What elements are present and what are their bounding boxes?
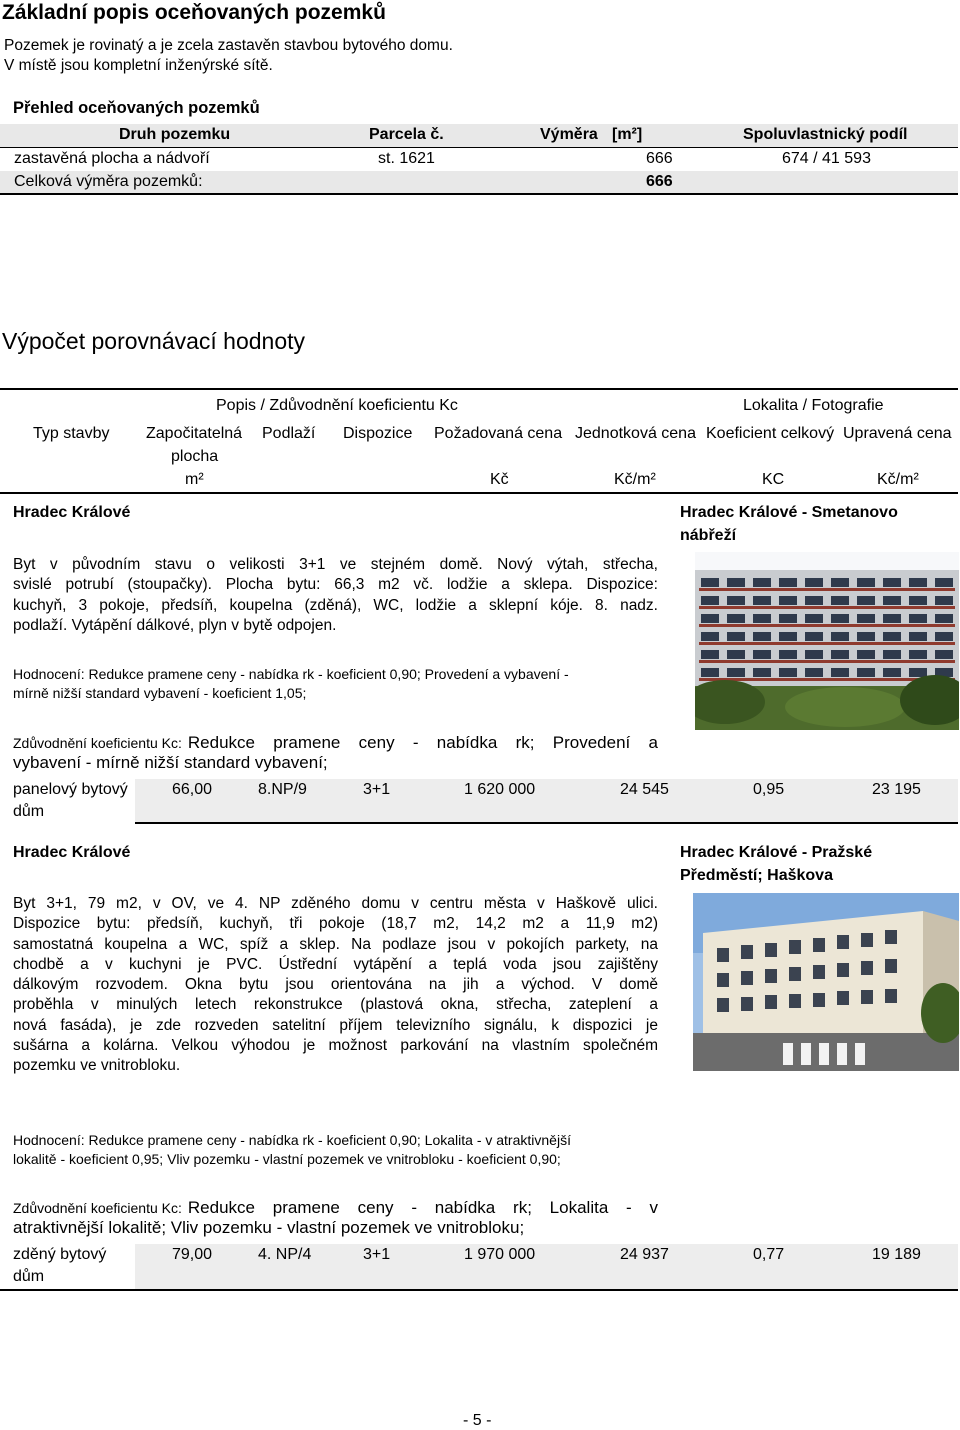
- description-line: svislé potrubí (stoupačky). Plocha bytu: 66,3 m2 vč. lodžie a sklepa. Dispozice:: [13, 576, 658, 594]
- description-line: podlaží. Vytápění dálkové, plyn v bytě odpojen.: [13, 616, 337, 634]
- reason-line-1: Redukce pramene ceny - nabídka rk; Lokalita - v: [187, 1198, 658, 1217]
- col-parcel: Parcela č.: [369, 126, 444, 143]
- unit-unit-price: Kč/m²: [614, 471, 656, 488]
- unit-adjusted-price: Kč/m²: [877, 471, 919, 488]
- row-floor: 8.NP/9: [258, 781, 307, 798]
- entry-reason: [13, 733, 658, 773]
- col-share: Spoluvlastnický podíl: [743, 126, 908, 143]
- description-line: sušárna a kolárna. Velkou výhodou je možnost parkování na vlastním společném: [13, 1037, 658, 1055]
- description-line: dálkovým rozvodem. Okna bytu jsou orientována na jih a východ. V domě: [13, 976, 658, 994]
- row-area: 79,00: [172, 1246, 213, 1263]
- row-floor: 4. NP/4: [258, 1246, 312, 1263]
- row-coefficient: 0,95: [753, 781, 785, 798]
- intro-line-1: Pozemek je rovinatý a je zcela zastavěn stavbou bytového domu.: [4, 37, 453, 54]
- section-title: Základní popis oceňovaných pozemků: [2, 1, 386, 24]
- entry-rating-line-2: lokalitě - koeficient 0,95; Vliv pozemku - vlastní pozemek ve vnitrobloku - koeficient 0,90;: [13, 1151, 561, 1167]
- page-number: - 5 -: [463, 1412, 492, 1429]
- description-line: Byt 3+1, 79 m2, v OV, ve 4. NP zděného domu v centru města v Haškově ulici.: [13, 895, 658, 912]
- entry-location-line-2: nábřeží: [680, 527, 737, 544]
- description-line: Dispozice bytu: předsíň, kuchyň, tři pokoje (18,7 m2, 14,2 m2 a 11,9 m2): [13, 915, 658, 933]
- unit-price: Kč: [490, 471, 509, 488]
- reason-line-2: atraktivnější lokalitě; Vliv pozemku - vlastní pozemek ve vnitrobloku;: [13, 1218, 525, 1237]
- land-overview-title: Přehled oceňovaných pozemků: [13, 99, 260, 117]
- entry-rating-line-2: mírně nižší standard vybavení - koeficient 1,05;: [13, 685, 307, 701]
- row-layout: 3+1: [363, 781, 391, 798]
- row-layout: 3+1: [363, 1246, 391, 1263]
- col-building-type: Typ stavby: [33, 425, 110, 442]
- unit-area: m²: [185, 471, 204, 488]
- row-area: 66,00: [172, 781, 213, 798]
- col-unit-price: Jednotková cena: [575, 425, 696, 442]
- col-layout: Dispozice: [343, 425, 413, 442]
- description-line: samostatná koupelna a WC, spíž a sklep. Na podlaze jsou v pokojích parkety, na: [13, 935, 658, 953]
- intro-line-2: V místě jsou kompletní inženýrské sítě.: [4, 57, 273, 74]
- row-unit-price: 24 937: [620, 1246, 669, 1263]
- photo-panel-building-image: [695, 552, 959, 730]
- row-type-line-2: dům: [13, 803, 45, 820]
- row-price: 1 970 000: [464, 1246, 536, 1263]
- land-row-share: 674 / 41 593: [782, 150, 871, 167]
- entry-description: [13, 555, 658, 636]
- photo-brick-building-image: [693, 893, 959, 1071]
- land-row-parcel: st. 1621: [378, 150, 435, 167]
- entry-city: Hradec Králové: [13, 844, 131, 861]
- land-total-value: 666: [646, 173, 673, 190]
- entry-rating-line-1: Hodnocení: Redukce pramene ceny - nabídka rk - koeficient 0,90; Provedení a vybavení -: [13, 666, 569, 682]
- col-coefficient: Koeficient celkový: [706, 425, 835, 442]
- entry-rating-line-1: Hodnocení: Redukce pramene ceny - nabídka rk - koeficient 0,90; Lokalita - v atraktivnější: [13, 1132, 571, 1148]
- entry-city: Hradec Králové: [13, 504, 131, 521]
- row-adjusted-price: 23 195: [872, 781, 921, 798]
- description-line: Byt v původním stavu o velikosti 3+1 ve stejném domě. Nový výtah, střecha,: [13, 556, 658, 573]
- entry-location-line-1: Hradec Králové - Pražské: [680, 844, 873, 861]
- comparison-title: Výpočet porovnávací hodnoty: [2, 328, 306, 354]
- row-unit-price: 24 545: [620, 781, 669, 798]
- col-adjusted-price: Upravená cena: [843, 425, 952, 442]
- description-line: proběhla v minulých letech rekonstrukce (plastová okna, střecha, zateplení a: [13, 996, 658, 1014]
- entry-location-line-1: Hradec Králové - Smetanovo: [680, 504, 898, 521]
- unit-coefficient: KC: [762, 471, 785, 488]
- row-adjusted-price: 19 189: [872, 1246, 921, 1263]
- description-line: nová fasáda), je zde rozveden satelitní příjem televizního signálu, k dispozici je: [13, 1016, 658, 1034]
- description-line: kuchyň, 3 pokoje, předsíň, koupelna (zděná), WC, lodžie a sklepní kóje. 8. nadz.: [13, 596, 658, 614]
- land-row-type: zastavěná plocha a nádvoří: [14, 150, 210, 167]
- row-type-line-2: dům: [13, 1268, 45, 1285]
- photo-panel-building: [695, 552, 959, 730]
- kc-group-header: Popis / Zdůvodnění koeficientu Kc: [216, 397, 458, 414]
- col-floor: Podlaží: [262, 425, 316, 442]
- description-line: chodbě a v kuchyni je PVC. Ústřední vytápění a teplá voda jsou zajištěny: [13, 955, 658, 973]
- entry-location-line-2: Předměstí; Haškova: [680, 867, 833, 884]
- reason-label: Zdůvodnění koeficientu Kc:: [13, 735, 182, 751]
- col-area-unit: [m²]: [612, 126, 643, 143]
- location-header: Lokalita / Fotografie: [743, 397, 884, 414]
- col-counted-area: Započitatelná: [146, 425, 243, 442]
- description-line: pozemku ve vnitrobloku.: [13, 1057, 181, 1075]
- col-land-type: Druh pozemku: [119, 126, 231, 143]
- col-counted-area-2: plocha: [171, 448, 219, 465]
- land-total-label: Celková výměra pozemků:: [14, 173, 203, 190]
- row-coefficient: 0,77: [753, 1246, 785, 1263]
- photo-brick-building: [693, 893, 959, 1071]
- entry-description: [13, 894, 658, 1077]
- entry-reason: [13, 1198, 658, 1238]
- land-row-area: 666: [646, 150, 673, 167]
- col-asking-price: Požadovaná cena: [434, 425, 563, 442]
- row-price: 1 620 000: [464, 781, 536, 798]
- reason-label: Zdůvodnění koeficientu Kc:: [13, 1200, 182, 1216]
- col-area: Výměra: [540, 126, 598, 143]
- reason-line-2: vybavení - mírně nižší standard vybavení;: [13, 753, 328, 772]
- row-type-line-1: zděný bytový: [13, 1246, 107, 1263]
- reason-line-1: Redukce pramene ceny - nabídka rk; Provedení a: [187, 733, 658, 752]
- row-type-line-1: panelový bytový: [13, 781, 128, 798]
